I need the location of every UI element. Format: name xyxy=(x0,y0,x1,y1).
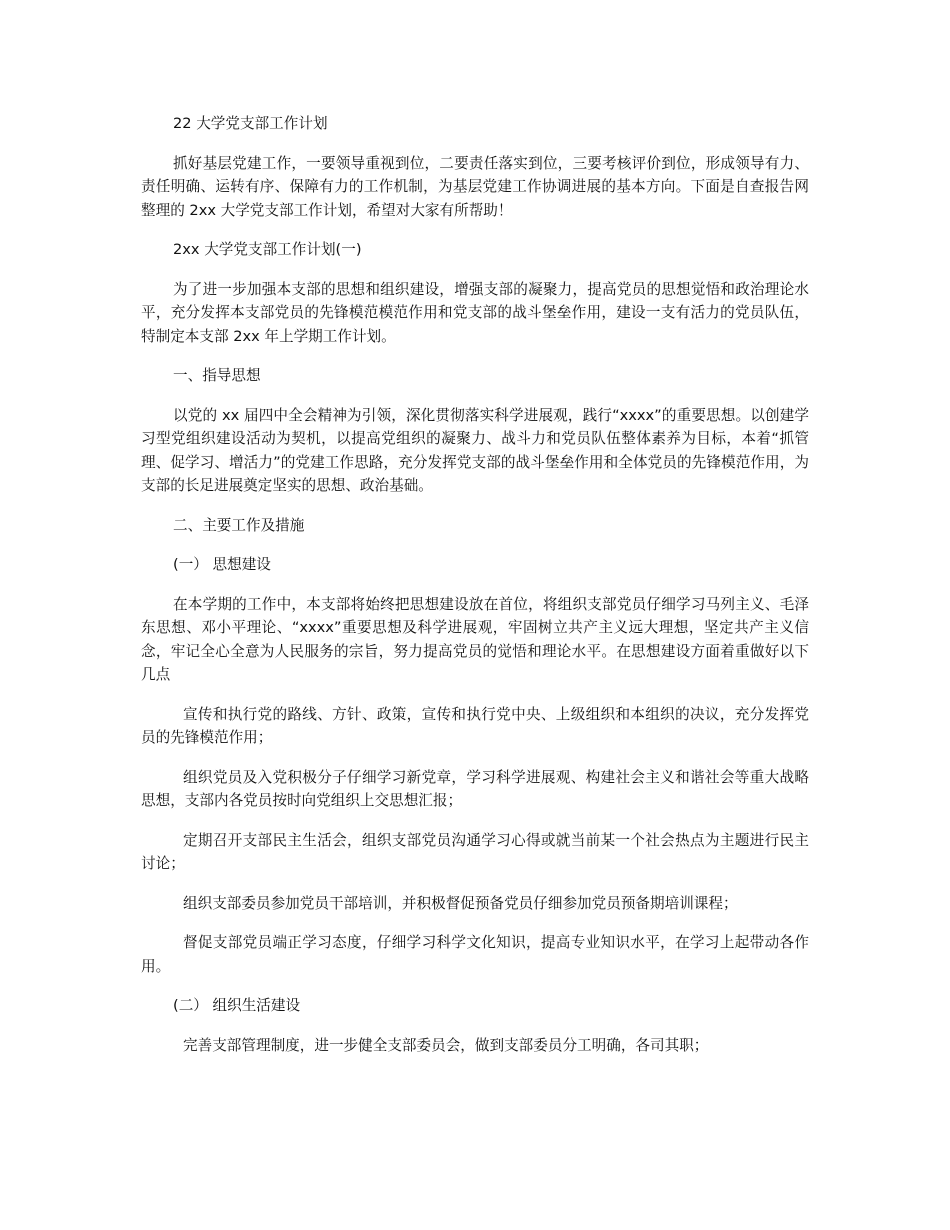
list-item: 组织支部委员参加党员干部培训，并积极督促预备党员仔细参加党员预备期培训课程； xyxy=(183,894,738,912)
purpose-paragraph: 为了进一步加强本支部的思想和组织建设，增强支部的凝聚力，提高党员的思想觉悟和政治理论水平，充分发挥本支部党员的先锋模范模范作用和党支部的战斗堡垒作用，建设一支有活力的党员队伍，特制定本支部 2xx 年上学期工作计划。 xyxy=(141,280,809,345)
list-item: 宣传和执行党的路线、方针、政策，宣传和执行党中央、上级组织和本组织的决议，充分发挥党员的先锋模范作用； xyxy=(141,705,809,746)
intro-paragraph: 抓好基层党建工作，一要领导重视到位，二要责任落实到位，三要考核评价到位，形成领导有力、责任明确、运转有序、保障有力的工作机制，为基层党建工作协调进展的基本方向。下面是自查报告网整理的 2xx 大学党支部工作计划，希望对大家有所帮助！ xyxy=(141,154,809,219)
list-item: 完善支部管理制度，进一步健全支部委员会，做到支部委员分工明确，各司其职； xyxy=(183,1036,709,1054)
ideology-building-paragraph: 在本学期的工作中，本支部将始终把思想建设放在首位，将组织支部党员仔细学习马列主义、毛泽东思想、邓小平理论、“xxxx”重要思想及科学进展观，牢固树立共产主义远大理想，坚定共产主义信念，牢记全心全意为人民服务的宗旨，努力提高党员的觉悟和理论水平。在思想建设方面着重做好以下几点 xyxy=(141,595,809,683)
guiding-ideology-paragraph: 以党的 xx 届四中全会精神为引领，深化贯彻落实科学进展观，践行“xxxx”的重要思想。以创建学习型党组织建设活动为契机，以提高党组织的凝聚力、战斗力和党员队伍整体素养为目标，本着“抓管理、促学习、增活力”的党建工作思路，充分发挥党支部的战斗堡垒作用和全体党员的先锋模范作用，为支部的长足进展奠定坚实的思想、政治基础。 xyxy=(141,406,809,494)
list-item: 定期召开支部民主生活会，组织支部党员沟通学习心得或就当前某一个社会热点为主题进行民主讨论； xyxy=(141,831,809,872)
document-title: 22 大学党支部工作计划 xyxy=(173,115,328,132)
section-heading-guiding-ideology: 一、指导思想 xyxy=(173,367,261,384)
subsection-heading-ideology-building: (一） 思想建设 xyxy=(173,556,271,573)
document-body xyxy=(141,112,809,1073)
plan-subtitle: 2xx 大学党支部工作计划(一) xyxy=(173,241,362,258)
section-heading-main-work: 二、主要工作及措施 xyxy=(173,516,305,534)
subsection-heading-organization-life: (二） 组织生活建设 xyxy=(173,997,301,1014)
list-item: 组织党员及入党积极分子仔细学习新党章，学习科学进展观、构建社会主义和谐社会等重大战略思想，支部内各党员按时向党组织上交思想汇报； xyxy=(141,768,809,809)
list-item: 督促支部党员端正学习态度，仔细学习科学文化知识，提高专业知识水平，在学习上起带动各作用。 xyxy=(141,934,809,975)
